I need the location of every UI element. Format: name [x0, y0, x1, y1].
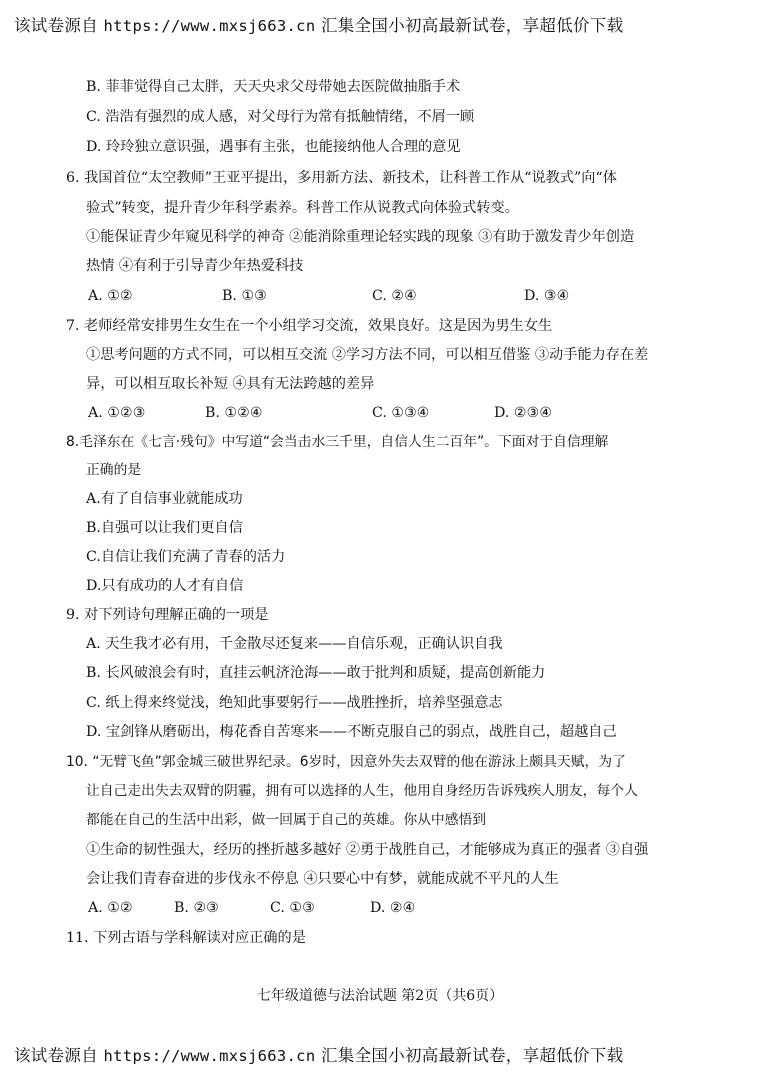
- q8-option-c: C.自信让我们充满了青春的活力: [86, 549, 286, 565]
- q7-answer-d: D. ②③④: [494, 405, 553, 421]
- q10-choices-line1: ①生命的韧性强大，经历的挫折越多越好 ②勇于战胜自己，才能够成为真正的强者 ③自强: [86, 842, 649, 858]
- q5-option-c: C. 浩浩有强烈的成人感，对父母行为常有抵触情绪，不屑一顾: [86, 109, 475, 125]
- source-banner-bottom: [14, 1042, 623, 1066]
- q6-choices-line2: 热情 ④有利于引导青少年热爱科技: [86, 258, 304, 274]
- q7-choices-line2: 异，可以相互取长补短 ④具有无法跨越的差异: [86, 376, 375, 392]
- q9-option-a: A. 天生我才必有用，千金散尽还复来——自信乐观，正确认识自我: [86, 636, 503, 652]
- banner-url-link[interactable]: https://www.mxsj663.cn: [103, 17, 316, 35]
- banner-prefix: 该试卷源自: [14, 1046, 98, 1065]
- page-footer: 七年级道德与法治试题 第2页（共6页）: [256, 988, 504, 1004]
- source-banner-top: [14, 12, 623, 36]
- q5-option-d: D. 玲玲独立意识强，遇事有主张，也能接纳他人合理的意见: [86, 139, 461, 155]
- q5-option-b: B. 菲菲觉得自己太胖，天天央求父母带她去医院做抽脂手术: [86, 79, 461, 95]
- q7-answer-b: B. ①②④: [205, 405, 263, 421]
- q9-stem: 9. 对下列诗句理解正确的一项是: [66, 607, 269, 623]
- q10-stem-line1: 10. “无臂飞鱼”郭金城三破世界纪录。6岁时，因意外失去双臂的他在游泳上颇具天赋，为了: [66, 754, 626, 770]
- q10-stem-line3: 都能在自己的生活中出彩，做一回属于自己的英雄。你从中感悟到: [86, 812, 487, 828]
- q10-answer-d: D. ②④: [370, 900, 416, 916]
- banner-suffix: 汇集全国小初高最新试卷，享超低价下载: [321, 1046, 624, 1065]
- q7-choices-line1: ①思考问题的方式不同，可以相互交流 ②学习方法不同，可以相互借鉴 ③动手能力存在差: [86, 347, 649, 363]
- q9-option-c: C. 纸上得来终觉浅，绝知此事要躬行——战胜挫折，培养坚强意志: [86, 695, 503, 711]
- q6-answer-a: A. ①②: [88, 288, 133, 304]
- q8-option-b: B.自强可以让我们更自信: [86, 520, 243, 536]
- q7-stem: 7. 老师经常安排男生女生在一个小组学习交流，效果良好。这是因为男生女生: [66, 318, 553, 334]
- q11-stem: 11. 下列古语与学科解读对应正确的是: [66, 930, 306, 946]
- q7-answer-a: A. ①②③: [88, 405, 146, 421]
- q8-stem-line2: 正确的是: [86, 462, 142, 478]
- q7-answer-c: C. ①③④: [372, 405, 430, 421]
- banner-url-link[interactable]: https://www.mxsj663.cn: [103, 1047, 316, 1065]
- banner-prefix: 该试卷源自: [14, 16, 98, 35]
- q8-option-d: D.只有成功的人才有自信: [86, 578, 244, 594]
- banner-suffix: 汇集全国小初高最新试卷，享超低价下载: [321, 16, 624, 35]
- q6-answer-b: B. ①③: [222, 288, 267, 304]
- q6-choices-line1: ①能保证青少年窥见科学的神奇 ②能消除重理论轻实践的现象 ③有助于激发青少年创造: [86, 229, 635, 245]
- q10-answer-c: C. ①③: [270, 900, 315, 916]
- q9-option-b: B. 长风破浪会有时，直挂云帆济沧海——敢于批判和质疑，提高创新能力: [86, 665, 546, 681]
- q10-answer-a: A. ①②: [88, 900, 133, 916]
- q8-stem-line1: 8.毛泽东在《七言·残句》中写道“会当击水三千里，自信人生二百年”。下面对于自信理解: [66, 434, 609, 450]
- q6-answer-c: C. ②④: [372, 288, 417, 304]
- q10-answer-b: B. ②③: [174, 900, 219, 916]
- q8-option-a: A.有了自信事业就能成功: [86, 491, 243, 507]
- q10-choices-line2: 会让我们青春奋进的步伐永不停息 ④只要心中有梦，就能成就不平凡的人生: [86, 871, 559, 887]
- q9-option-d: D. 宝剑锋从磨砺出，梅花香自苦寒来——不断克服自己的弱点，战胜自己，超越自己: [86, 724, 617, 740]
- q10-stem-line2: 让自己走出失去双臂的阴霾，拥有可以选择的人生，他用自身经历告诉残疾人朋友，每个人: [86, 783, 638, 799]
- q6-stem-line1: 6. 我国首位“太空教师”王亚平提出，多用新方法、新技术，让科普工作从“说教式”向“体: [66, 170, 617, 186]
- q6-answer-d: D. ③④: [524, 288, 570, 304]
- q6-stem-line2: 验式”转变，提升青少年科学素养。科普工作从说教式向体验式转变。: [86, 200, 519, 216]
